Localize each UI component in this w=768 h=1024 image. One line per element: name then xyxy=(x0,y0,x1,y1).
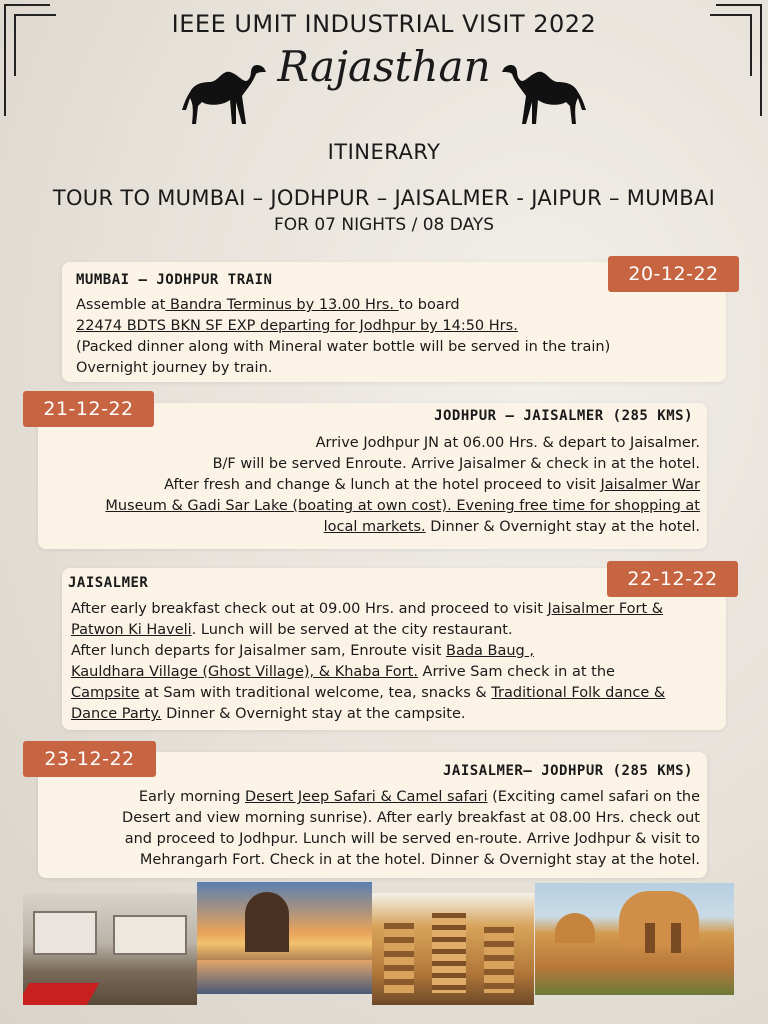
day-line: B/F will be served Enroute. Arrive Jaisalmer & check in at the hotel. xyxy=(212,456,700,472)
day-heading: MUMBAI – JODHPUR TRAIN xyxy=(76,272,273,288)
day-line: (Packed dinner along with Mineral water bottle will be served in the train) xyxy=(76,339,611,355)
day-line: Arrive Jodhpur JN at 06.00 Hrs. & depart to Jaisalmer. xyxy=(315,435,700,451)
day-line: After early breakfast check out at 09.00 Hrs. and proceed to visit Jaisalmer Fort & xyxy=(71,601,664,617)
day-line: Early morning Desert Jeep Safari & Camel safari (Exciting camel safari on the xyxy=(138,789,700,805)
day-line: Kauldhara Village (Ghost Village), & Khaba Fort. Arrive Sam check in at the xyxy=(71,664,615,680)
photo-war-museum xyxy=(23,893,197,1005)
tour-route: TOUR TO MUMBAI – JODHPUR – JAISALMER - JAIPUR – MUMBAI xyxy=(52,186,716,210)
day-line: After lunch departs for Jaisalmer sam, Enroute visit Bada Baug , xyxy=(71,643,534,659)
day-line: Assemble at Bandra Terminus by 13.00 Hrs. to board xyxy=(76,297,460,313)
day-heading: JAISALMER xyxy=(68,575,149,591)
day-line: Mehrangarh Fort. Check in at the hotel. Dinner & Overnight stay at the hotel. xyxy=(139,852,700,868)
day-line: Dance Party. Dinner & Overnight stay at the campsite. xyxy=(71,706,466,722)
photo-bada-baug xyxy=(535,883,734,995)
photo-gadi-sar-lake xyxy=(197,882,372,994)
day-line: 22474 BDTS BKN SF EXP departing for Jodhpur by 14:50 Hrs. xyxy=(76,318,518,334)
script-title: Rajasthan xyxy=(277,42,491,91)
itinerary-label: ITINERARY xyxy=(327,140,441,164)
day-line: Museum & Gadi Sar Lake (boating at own cost). Evening free time for shopping at xyxy=(105,498,700,514)
date-badge: 20-12-22 xyxy=(608,256,739,292)
date-badge: 21-12-22 xyxy=(23,391,154,427)
page-title: IEEE UMIT INDUSTRIAL VISIT 2022 xyxy=(171,10,597,38)
day-line: After fresh and change & lunch at the hotel proceed to visit Jaisalmer War xyxy=(164,477,700,493)
day-line: Campsite at Sam with traditional welcome, tea, snacks & Traditional Folk dance & xyxy=(71,685,666,701)
day-line: Patwon Ki Haveli. Lunch will be served at the city restaurant. xyxy=(71,622,513,638)
camel-right-icon xyxy=(500,60,590,128)
day-heading: JAISALMER– JODHPUR (285 KMS) xyxy=(442,763,693,779)
day-line: Desert and view morning sunrise). After early breakfast at 08.00 Hrs. check out xyxy=(122,810,700,826)
date-badge: 22-12-22 xyxy=(607,561,738,597)
day-heading: JODHPUR – JAISALMER (285 KMS) xyxy=(434,408,693,424)
photo-patwon-ki-haveli xyxy=(372,893,534,1005)
tour-duration: FOR 07 NIGHTS / 08 DAYS xyxy=(273,215,495,235)
day-line: and proceed to Jodhpur. Lunch will be served en-route. Arrive Jodhpur & visit to xyxy=(124,831,700,847)
day-line: local markets. Dinner & Overnight stay at the hotel. xyxy=(323,519,700,535)
date-badge: 23-12-22 xyxy=(23,741,156,777)
day-line: Overnight journey by train. xyxy=(76,360,273,376)
